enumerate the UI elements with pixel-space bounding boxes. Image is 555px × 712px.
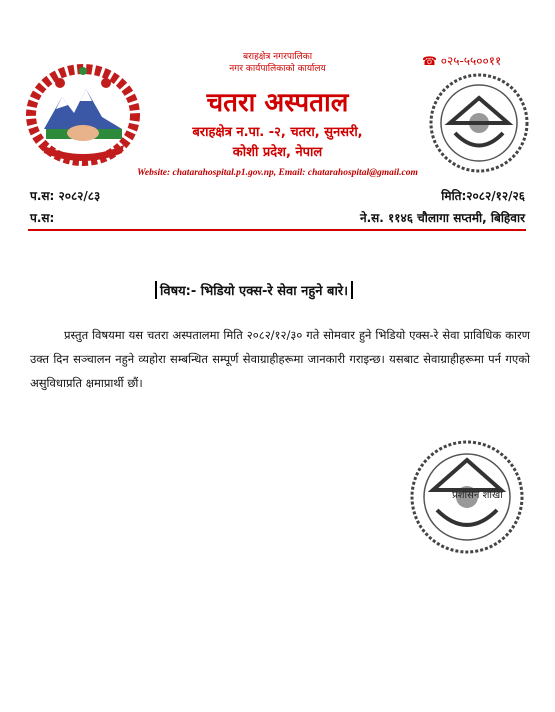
website-email: Website: chatarahospital.p1.gov.np, Email: chatarahospital@gmail.com [137,168,418,178]
subject-line: विषय:- भिडियो एक्स-रे सेवा नहुने बारे। [155,281,353,299]
municipality-name: बराहक्षेत्र नगरपालिका [242,52,313,62]
address-line-2: कोशी प्रदेश, नेपाल [232,145,323,160]
letter-date: मिति:२०८२/१२/२६ [441,189,525,203]
reference-number: प.स: २०८२/८३ [30,189,101,203]
address-line-1: बराहक्षेत्र न.पा. -२, चतरा, सुनसरी, [192,125,363,140]
phone-number: ☎ ०२५-५५००११ [422,54,502,68]
dispatch-number: प.स: [30,211,55,225]
hospital-name: चतरा अस्पताल [206,88,349,118]
header-divider [28,229,526,231]
office-name: नगर कार्यपालिकाको कार्यालय [229,64,326,74]
body-text: प्रस्तुत विषयमा यस चतरा अस्पतालमा मिति २०८२/१२/३० गते सोमवार हुने भिडियो एक्स-रे सेवा प्राविधिक कारण उक्त दिन सञ्चालन नहुने व्यहोरा सम्बन्धित सम्पूर्ण सेवाग्राहीहरूमा जानकारी गराइन्छ। यसबाट सेवाग्राहीहरूमा पर्न गएको असुविधाप्रति क्षमाप्रार्थी छौं। [30,328,530,390]
body-paragraph [30,323,530,395]
signer-label: प्रशासन शाखा [452,490,503,501]
nepal-sambat-date: ने.स. ११४६ चौलागा सप्तमी, बिहिवार [359,211,525,225]
